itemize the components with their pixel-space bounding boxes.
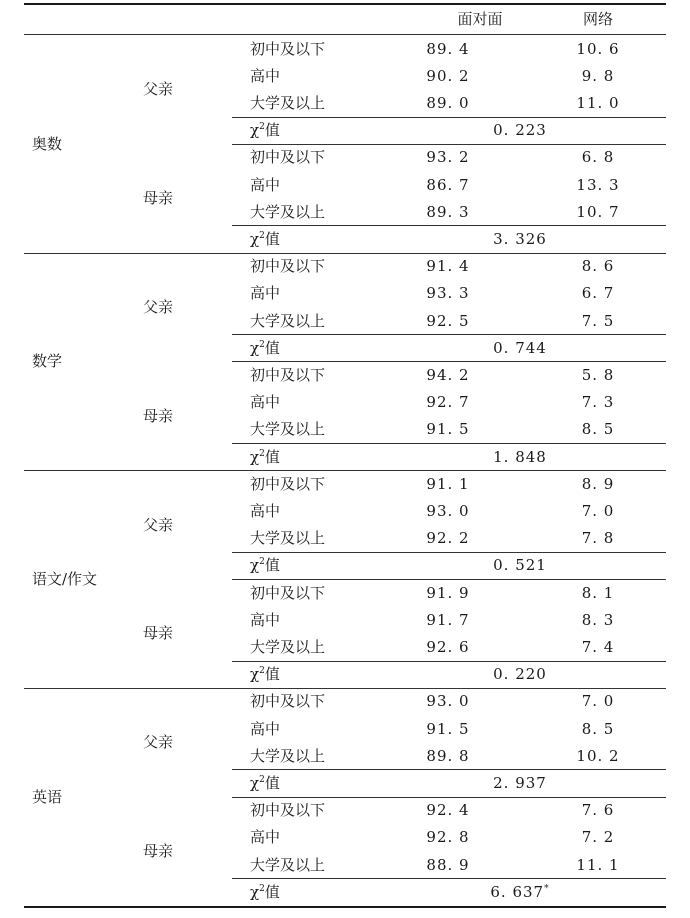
network-value: 8. 6 — [581, 257, 615, 276]
parent-label: 父亲 — [143, 298, 174, 316]
network-value: 7. 8 — [581, 529, 615, 548]
level-label: 高中 — [250, 719, 281, 738]
level-label: 高中 — [250, 502, 281, 520]
subject-label: 英语 — [32, 787, 63, 806]
chi-superscript: 2 — [259, 122, 265, 133]
chi-row-rule — [232, 334, 666, 335]
parent-label: 母亲 — [143, 189, 174, 208]
face-to-face-value: 93. 3 — [426, 284, 470, 303]
level-label: 高中 — [250, 175, 281, 194]
chi-row-rule — [232, 661, 666, 662]
chi-symbol: χ — [250, 121, 260, 140]
chi-square-value — [493, 774, 547, 792]
chi-square-label — [250, 556, 280, 574]
chi-value-word: 值 — [264, 665, 280, 684]
network-value: 10. 6 — [576, 39, 620, 58]
chi-square-label — [250, 121, 280, 139]
header-rule — [24, 34, 666, 35]
chi-square-value — [493, 121, 547, 139]
face-to-face-value: 89. 0 — [426, 94, 470, 112]
chi-value-word: 值 — [264, 556, 280, 575]
network-value: 10. 7 — [576, 202, 620, 221]
parent-label: 父亲 — [143, 733, 174, 752]
chi-square-label — [250, 774, 280, 792]
face-to-face-value: 89. 8 — [426, 746, 470, 765]
level-label: 高中 — [250, 828, 281, 847]
chi-value-number: 1. 848 — [493, 447, 547, 466]
parent-label: 母亲 — [143, 406, 174, 425]
chi-value-word: 值 — [264, 338, 280, 357]
network-value: 11. 0 — [576, 94, 620, 112]
face-to-face-value: 86. 7 — [426, 175, 470, 194]
face-to-face-value: 92. 2 — [426, 529, 470, 548]
table-bottom-rule — [24, 906, 666, 908]
parent-divider — [232, 144, 666, 145]
chi-square-label — [250, 339, 280, 357]
header-network: 网络 — [582, 10, 614, 28]
level-label: 初中及以下 — [250, 39, 326, 58]
network-value: 8. 3 — [581, 610, 615, 629]
chi-symbol: χ — [250, 774, 260, 792]
network-value: 7. 4 — [581, 638, 615, 656]
level-label: 大学及以上 — [250, 746, 326, 765]
chi-value-number: 0. 744 — [493, 338, 547, 357]
chi-value-number: 0. 220 — [493, 665, 547, 684]
subject-label: 数学 — [32, 352, 63, 371]
level-label: 大学及以上 — [250, 420, 326, 439]
face-to-face-value: 92. 5 — [426, 311, 470, 330]
chi-row-rule — [232, 443, 666, 444]
level-label: 高中 — [250, 610, 281, 629]
level-label: 大学及以上 — [250, 638, 326, 656]
network-value: 9. 8 — [581, 66, 615, 85]
face-to-face-value: 90. 2 — [426, 66, 470, 85]
network-value: 6. 7 — [581, 284, 615, 303]
network-value: 7. 0 — [581, 692, 615, 711]
chi-row-rule — [232, 552, 666, 553]
header-face-to-face: 面对面 — [457, 10, 503, 28]
network-value: 5. 8 — [581, 366, 615, 384]
face-to-face-value: 93. 0 — [426, 692, 470, 711]
level-label: 大学及以上 — [250, 529, 326, 548]
chi-symbol: χ — [250, 447, 260, 466]
chi-superscript: 2 — [259, 883, 265, 894]
chi-row-rule — [232, 117, 666, 118]
network-value: 6. 8 — [581, 148, 615, 167]
chi-symbol: χ — [250, 556, 260, 575]
network-value: 8. 5 — [581, 719, 615, 738]
network-value: 8. 1 — [581, 583, 615, 602]
level-label: 初中及以下 — [250, 366, 326, 384]
level-label: 初中及以下 — [250, 583, 326, 602]
network-value: 8. 5 — [581, 420, 615, 439]
chi-superscript: 2 — [259, 666, 265, 677]
chi-symbol: χ — [250, 338, 260, 357]
subject-divider — [24, 688, 666, 689]
level-label: 初中及以下 — [250, 474, 326, 493]
level-label: 高中 — [250, 284, 281, 303]
face-to-face-value: 91. 5 — [426, 719, 470, 738]
face-to-face-value: 92. 7 — [426, 393, 470, 412]
chi-value-number: 0. 521 — [493, 556, 547, 575]
face-to-face-value: 93. 2 — [426, 148, 470, 167]
chi-square-value — [493, 556, 547, 574]
chi-value-word: 值 — [264, 230, 280, 248]
network-value: 11. 1 — [576, 855, 620, 874]
parent-divider — [232, 361, 666, 362]
parent-divider — [232, 797, 666, 798]
chi-value-number: 6. 637 — [490, 882, 545, 901]
face-to-face-value: 93. 0 — [426, 502, 470, 520]
chi-row-rule — [232, 225, 666, 226]
face-to-face-value: 92. 6 — [426, 638, 470, 656]
parent-label: 母亲 — [143, 624, 174, 643]
face-to-face-value: 92. 4 — [426, 801, 470, 820]
chi-value-word: 值 — [264, 774, 280, 792]
chi-superscript: 2 — [259, 448, 265, 459]
level-label: 高中 — [250, 66, 281, 85]
significance-mark: * — [544, 883, 550, 894]
face-to-face-value: 94. 2 — [426, 366, 470, 384]
level-label: 初中及以下 — [250, 148, 326, 167]
face-to-face-value: 92. 8 — [426, 828, 470, 847]
network-value: 7. 2 — [581, 828, 615, 847]
chi-value-word: 值 — [264, 121, 280, 140]
chi-square-value — [493, 665, 547, 683]
subject-label: 奥数 — [32, 134, 63, 153]
chi-value-word: 值 — [264, 882, 280, 901]
chi-superscript: 2 — [259, 557, 265, 568]
subject-divider — [24, 253, 666, 254]
face-to-face-value: 91. 7 — [426, 610, 470, 629]
face-to-face-value: 89. 4 — [426, 39, 470, 58]
subject-label: 语文/作文 — [32, 570, 98, 588]
level-label: 大学及以上 — [250, 94, 326, 112]
level-label: 大学及以上 — [250, 855, 326, 874]
chi-value-number: 3. 326 — [493, 230, 547, 248]
parent-label: 母亲 — [143, 842, 174, 860]
network-value: 13. 3 — [576, 175, 620, 194]
chi-row-rule — [232, 769, 666, 770]
level-label: 初中及以下 — [250, 257, 326, 276]
face-to-face-value: 91. 5 — [426, 420, 470, 439]
chi-square-label — [250, 230, 280, 248]
face-to-face-value: 88. 9 — [426, 855, 470, 874]
chi-symbol: χ — [250, 882, 260, 901]
network-value: 8. 9 — [581, 474, 615, 493]
chi-symbol: χ — [250, 230, 260, 248]
chi-superscript: 2 — [259, 339, 265, 350]
face-to-face-value: 91. 4 — [426, 257, 470, 276]
level-label: 大学及以上 — [250, 311, 326, 330]
chi-value-number: 0. 223 — [493, 121, 547, 140]
face-to-face-value: 91. 9 — [426, 583, 470, 602]
table-top-rule — [24, 3, 666, 5]
network-value: 10. 2 — [576, 746, 620, 765]
chi-square-label — [250, 665, 280, 683]
chi-square-value — [493, 448, 547, 466]
parent-divider — [232, 579, 666, 580]
network-value: 7. 0 — [581, 502, 615, 520]
network-value: 7. 6 — [581, 801, 615, 820]
chi-superscript: 2 — [259, 231, 265, 241]
chi-square-value — [493, 230, 547, 248]
level-label: 初中及以下 — [250, 692, 326, 711]
chi-superscript: 2 — [259, 775, 265, 785]
chi-square-value — [493, 339, 547, 357]
chi-value-number: 2. 937 — [493, 774, 547, 792]
face-to-face-value: 91. 1 — [426, 474, 470, 493]
chi-symbol: χ — [250, 665, 260, 684]
chi-row-rule — [232, 878, 666, 879]
subject-divider — [24, 470, 666, 471]
level-label: 高中 — [250, 393, 281, 412]
parent-label: 父亲 — [143, 80, 174, 99]
chi-square-label — [250, 883, 280, 901]
chi-square-value — [490, 883, 549, 901]
face-to-face-value: 89. 3 — [426, 202, 470, 221]
network-value: 7. 5 — [581, 311, 615, 330]
chi-square-label — [250, 448, 280, 466]
chi-value-word: 值 — [264, 447, 280, 466]
parent-label: 父亲 — [143, 515, 174, 534]
network-value: 7. 3 — [581, 393, 615, 412]
level-label: 大学及以上 — [250, 202, 326, 221]
level-label: 初中及以下 — [250, 801, 326, 820]
